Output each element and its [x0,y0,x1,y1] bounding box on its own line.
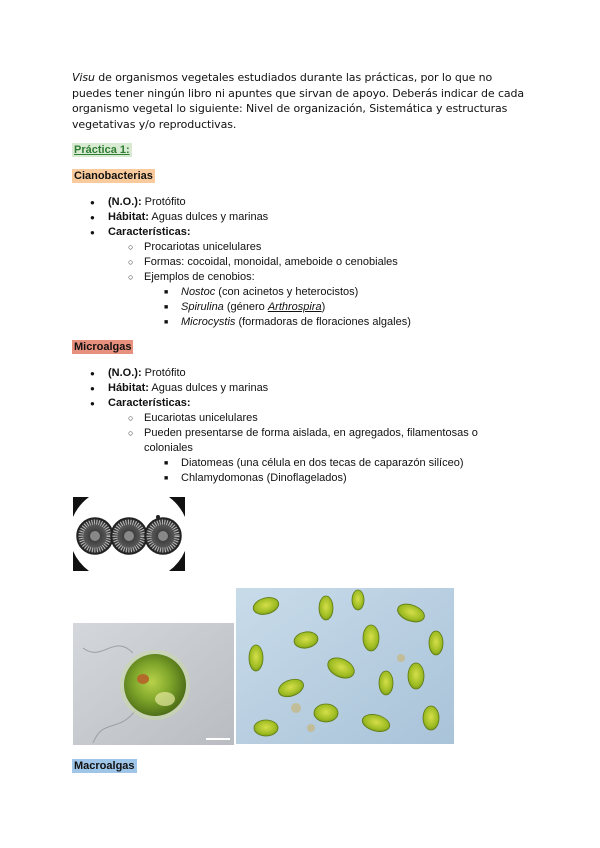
species-name: Nostoc [181,286,216,298]
habitat-label: Hábitat: [108,211,149,223]
microalgas-heading: Microalgas [74,341,132,353]
list-item: ○ Formas: cocoidal, monoidal, ameboide o cenobiales [108,255,411,270]
examples-list [144,456,504,486]
list-item [108,426,504,486]
list-item [144,285,411,300]
list-item: ○ Eucariotas unicelulares [108,411,504,426]
examples-list [144,285,411,330]
no-label: (N.O.): [108,367,142,379]
cianobacterias-heading: Cianobacterias [74,170,153,182]
species-name: Microcystis [181,316,236,328]
visu-word: Visu [72,71,95,84]
no-value: Protófito [141,196,186,208]
list-item-text: Pueden presentarse de forma aislada, en agregados, filamentosas o coloniales [144,427,478,454]
list-item [72,210,411,225]
species-desc: (formadoras de floraciones algales) [235,316,411,328]
microalgae-cells-illustration [236,588,454,744]
intro-paragraph [72,70,532,132]
genus-name: Arthrospira [267,301,322,313]
microalgae-cells-image [236,588,454,744]
caracteristicas-label: Características: [108,226,191,238]
microalgas-list [72,366,504,486]
list-item [72,396,504,486]
species-desc: (género [223,301,268,313]
sublist [108,411,504,486]
diatom-illustration [73,497,185,571]
list-item-text: Ejemplos de cenobios: [144,271,255,283]
macroalgas-heading: Macroalgas [74,760,135,772]
chlamydomonas-image [73,623,234,745]
sublist [108,240,411,330]
species-name: Spirulina [181,301,224,313]
chlamydomonas-illustration [73,623,234,745]
list-item [144,315,411,330]
habitat-value: Aguas dulces y marinas [148,382,269,394]
intro-text: de organismos vegetales estudiados durante las prácticas, por lo que no puedes tener ningún libro ni apuntes que sirvan de apoyo. Deberás indicar de cada organismo vegetal lo siguiente: Nivel de organización, Sistemática y estructuras vegetativas y/o reproductivas. [72,71,525,131]
species-desc: (con acinetos y heterocistos) [215,286,359,298]
habitat-value: Aguas dulces y marinas [148,211,269,223]
species-desc: ) [321,301,326,313]
habitat-label: Hábitat: [108,382,149,394]
no-value: Protófito [141,367,186,379]
list-item [108,270,411,330]
list-item [72,381,504,396]
list-item [72,225,411,330]
list-item: ■ Diatomeas (una célula en dos tecas de caparazón silíceo) [144,456,504,471]
list-item [72,366,504,381]
list-item: ■ Chlamydomonas (Dinoflagelados) [144,471,504,486]
list-item [144,300,411,315]
no-label: (N.O.): [108,196,142,208]
practica-heading: Práctica 1: [74,144,130,156]
cianobacterias-list [72,195,411,330]
caracteristicas-label: Características: [108,397,191,409]
list-item: ○ Procariotas unicelulares [108,240,411,255]
list-item [72,195,411,210]
diatom-image [73,497,185,571]
